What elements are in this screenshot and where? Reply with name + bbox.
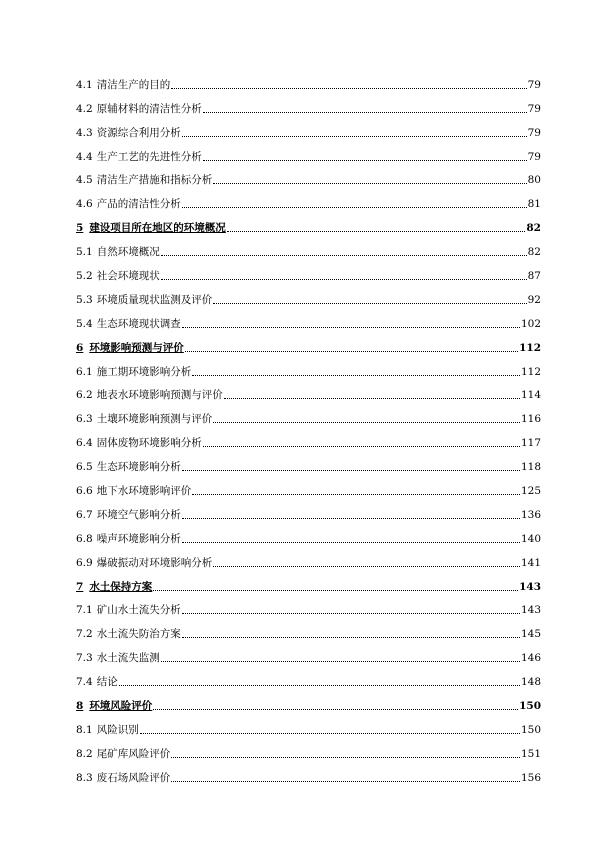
toc-page-number: 148 [520,676,541,689]
toc-page-number: 116 [520,413,541,426]
toc-page-number: 146 [520,652,541,665]
toc-entry[interactable] [76,617,541,641]
toc-entry-number: 4.6 [76,198,93,211]
toc-entry-title: 清洁生产的目的 [96,78,171,91]
toc-dot-leader [171,780,520,782]
toc-entry-title: 废石场风险评价 [96,771,171,784]
toc-entry[interactable] [76,140,541,164]
toc-entry-number: 7.1 [76,604,93,617]
toc-entry-title: 建设项目所在地区的环境概况 [89,222,226,235]
toc-page-number: 150 [520,723,541,736]
toc-dot-leader [182,517,520,519]
toc-page-number: 112 [519,341,541,354]
toc-page-number: 82 [527,246,541,259]
toc-dot-leader [182,326,520,328]
toc-dot-leader [192,493,520,495]
toc-dot-leader [161,254,527,256]
toc-entry-title: 自然环境概况 [96,246,160,259]
toc-dot-leader [213,421,520,423]
toc-dot-leader [224,397,520,399]
toc-page-number: 102 [520,317,541,330]
toc-entry-number: 4.1 [76,78,93,91]
toc-entry-number: 8.1 [76,723,93,736]
toc-entry[interactable] [76,713,541,737]
toc-entry[interactable] [76,522,541,546]
toc-page-number: 125 [520,485,541,498]
toc-entry[interactable] [76,641,541,665]
toc-entry[interactable] [76,259,541,283]
toc-entry-number: 6.7 [76,508,93,521]
toc-chapter-entry[interactable] [76,689,541,713]
toc-dot-leader [153,708,518,710]
toc-entry[interactable] [76,474,541,498]
toc-entry-title: 尾矿库风险评价 [96,747,171,760]
toc-page-number: 150 [519,700,541,713]
toc-entry-number: 6.2 [76,389,93,402]
toc-dot-leader [182,636,520,638]
toc-dot-leader [171,87,526,89]
toc-entry-title: 生产工艺的先进性分析 [96,150,202,163]
toc-entry-number: 4.4 [76,150,93,163]
toc-page-number: 143 [520,604,541,617]
toc-entry-title: 原辅材料的清洁性分析 [96,102,202,115]
toc-dot-leader [119,684,520,686]
toc-entry-title: 结论 [96,676,118,689]
toc-dot-leader [203,445,520,447]
toc-entry-number: 5.3 [76,293,93,306]
toc-dot-leader [213,182,526,184]
toc-entry[interactable] [76,379,541,403]
toc-dot-leader [182,135,527,137]
toc-entry[interactable] [76,355,541,379]
toc-entry-title: 环境质量现状监测及评价 [96,293,213,306]
toc-dot-leader [161,278,527,280]
toc-page-number: 79 [527,102,541,115]
toc-entry-title: 产品的清洁性分析 [96,198,181,211]
toc-entry-number: 5 [76,222,84,235]
toc-entry[interactable] [76,594,541,618]
toc-entry-number: 7.2 [76,628,93,641]
toc-entry-title: 水土流失防治方案 [96,628,181,641]
toc-page-number: 79 [527,126,541,139]
toc-entry-title: 社会环境现状 [96,270,160,283]
toc-entry-title: 固体废物环境影响分析 [96,437,202,450]
toc-entry-number: 5.1 [76,246,93,259]
toc-dot-leader [227,230,526,232]
toc-dot-leader [203,159,527,161]
toc-dot-leader [182,612,520,614]
toc-page-number: 156 [520,771,541,784]
toc-chapter-entry[interactable] [76,331,541,355]
toc-entry-title: 噪声环境影响分析 [96,532,181,545]
toc-entry[interactable] [76,92,541,116]
toc-entry[interactable] [76,546,541,570]
toc-page-number: 79 [527,150,541,163]
toc-chapter-entry[interactable] [76,211,541,235]
toc-dot-leader [213,565,520,567]
toc-dot-leader [171,756,520,758]
toc-entry[interactable] [76,402,541,426]
toc-entry-number: 6.8 [76,532,93,545]
toc-dot-leader [192,374,520,376]
toc-entry-title: 资源综合利用分析 [96,126,181,139]
toc-page-number: 136 [520,508,541,521]
toc-page-number: 140 [520,532,541,545]
toc-dot-leader [161,660,520,662]
toc-page-number: 117 [520,437,541,450]
toc-entry-title: 施工期环境影响分析 [96,365,192,378]
toc-entry-title: 地表水环境影响预测与评价 [96,389,223,402]
toc-entry[interactable] [76,737,541,761]
toc-dot-leader [185,350,518,352]
toc-entry-number: 6.1 [76,365,93,378]
toc-page-number: 87 [527,270,541,283]
toc-page-number: 114 [520,389,541,402]
toc-page-number: 80 [527,174,541,187]
toc-entry-number: 6.9 [76,556,93,569]
toc-entry-number: 5.4 [76,317,93,330]
toc-entry[interactable] [76,283,541,307]
toc-dot-leader [182,469,520,471]
toc-entry-title: 风险识别 [96,723,139,736]
toc-entry-number: 7 [76,580,84,593]
toc-entry[interactable] [76,187,541,211]
toc-dot-leader [182,206,527,208]
toc-entry-title: 生态环境影响分析 [96,461,181,474]
toc-entry-title: 水土保持方案 [89,580,153,593]
toc-entry-number: 5.2 [76,270,93,283]
toc-page-number: 79 [527,78,541,91]
toc-entry-title: 矿山水土流失分析 [96,604,181,617]
toc-entry-title: 环境影响预测与评价 [89,341,184,354]
toc-dot-leader [140,732,520,734]
toc-entry[interactable] [76,116,541,140]
toc-entry-number: 6.4 [76,437,93,450]
toc-entry[interactable] [76,426,541,450]
toc-entry-number: 8.2 [76,747,93,760]
toc-entry-number: 8.3 [76,771,93,784]
toc-page-number: 118 [520,461,541,474]
toc-entry-title: 土壤环境影响预测与评价 [96,413,213,426]
toc-page-number: 141 [520,556,541,569]
toc-entry[interactable] [76,235,541,259]
toc-page-number: 92 [527,293,541,306]
toc-page-number: 112 [520,365,541,378]
toc-entry[interactable] [76,498,541,522]
toc-chapter-entry[interactable] [76,570,541,594]
toc-entry-number: 6.3 [76,413,93,426]
toc-dot-leader [153,589,518,591]
toc-entry-title: 清洁生产措施和指标分析 [96,174,213,187]
table-of-contents [76,68,541,785]
toc-entry-title: 水土流失监测 [96,652,160,665]
toc-entry-number: 6 [76,341,84,354]
toc-page-number: 81 [527,198,541,211]
toc-entry-title: 生态环境现状调查 [96,317,181,330]
toc-page-number: 143 [519,580,541,593]
toc-entry-number: 7.4 [76,676,93,689]
toc-entry[interactable] [76,665,541,689]
toc-dot-leader [182,541,520,543]
toc-entry-number: 4.3 [76,126,93,139]
toc-entry-number: 4.2 [76,102,93,115]
toc-entry-title: 地下水环境影响评价 [96,485,192,498]
toc-entry-number: 6.5 [76,461,93,474]
toc-entry[interactable] [76,450,541,474]
toc-dot-leader [203,111,527,113]
toc-entry-number: 6.6 [76,485,93,498]
toc-page-number: 82 [526,222,541,235]
toc-entry[interactable] [76,307,541,331]
toc-entry-number: 4.5 [76,174,93,187]
toc-page-number: 145 [520,628,541,641]
toc-page-number: 151 [520,747,541,760]
toc-entry[interactable] [76,164,541,188]
toc-entry-title: 环境空气影响分析 [96,508,181,521]
toc-entry[interactable] [76,68,541,92]
toc-entry-title: 环境风险评价 [89,700,153,713]
toc-dot-leader [213,302,526,304]
toc-entry-number: 8 [76,700,84,713]
toc-entry-number: 7.3 [76,652,93,665]
toc-entry-title: 爆破振动对环境影响分析 [96,556,213,569]
toc-entry[interactable] [76,761,541,785]
